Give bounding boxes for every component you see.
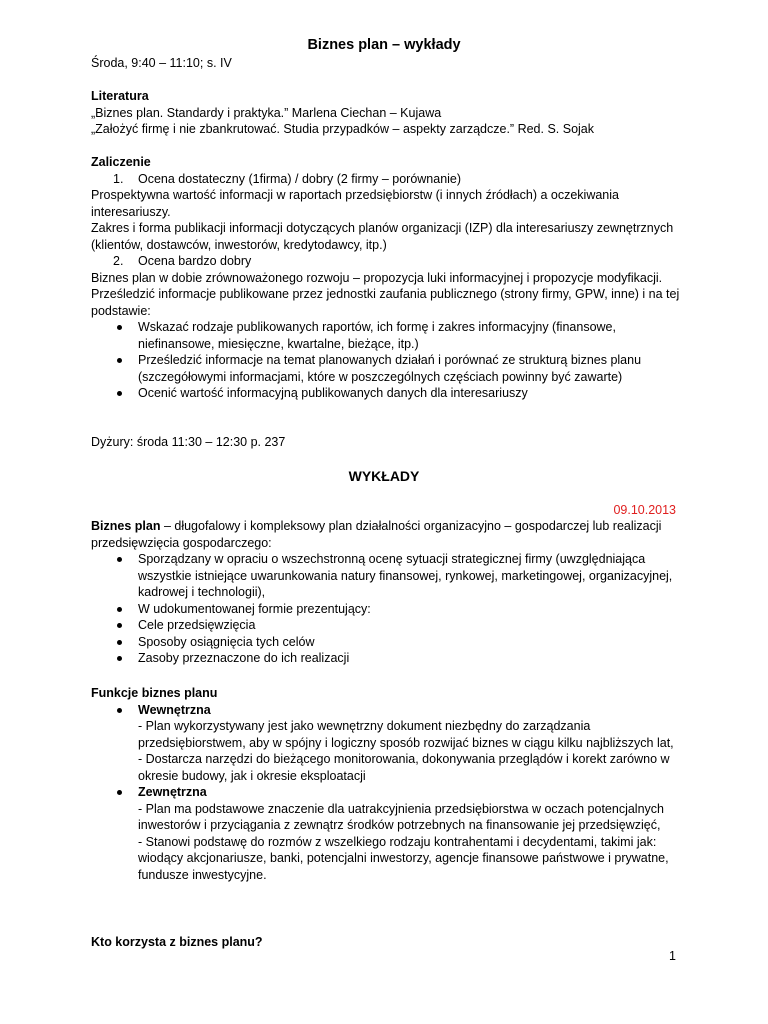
literatura-item: „Biznes plan. Standardy i praktyka.” Marlena Ciechan – Kujawa	[91, 105, 442, 120]
page-number: 1	[669, 949, 676, 963]
function-line: - Plan wykorzystywany jest jako wewnętrzny dokument niezbędny do zarządzania przedsiębiorstwem, aby w spójny i logiczny sposób rozwijać biznes w ciągu kilku najbliższych lat,	[138, 719, 674, 750]
bullet-text: Cele przedsięwzięcia	[138, 618, 256, 632]
bullet-icon	[117, 623, 122, 628]
funkcje-section	[91, 685, 691, 883]
numbered-item-text: Ocena bardzo dobry	[138, 254, 252, 268]
paragraph: Zakres i forma publikacji informacji dotyczących planów organizacji (IZP) dla interesariuszy zewnętrznych (klientów, dostawców, inwestorów, kredytodawcy, itp.)	[91, 221, 674, 252]
function-title: Wewnętrzna	[138, 702, 211, 717]
numbered-item	[91, 253, 691, 270]
bullet-item	[91, 319, 691, 352]
numbered-item	[91, 171, 691, 188]
paragraph: Prześledzić informacje publikowane przez jednostki zaufania publicznego (strony firmy, GPW, inne) i na tej podstawie:	[91, 287, 680, 318]
bullet-icon	[117, 640, 122, 645]
zaliczenie-heading: Zaliczenie	[91, 155, 151, 169]
function-line: - Plan ma podstawowe znaczenie dla uatrakcyjnienia przedsiębiorstwa w oczach potencjalnych inwestorów i przyciągania z zewnątrz środków potrzebnych na finansowanie jej przedsięwzięć,	[138, 801, 664, 832]
schedule-line: Środa, 9:40 – 11:10; s. IV	[91, 56, 232, 70]
bullet-item	[91, 617, 691, 634]
list-number: 1.	[113, 171, 124, 186]
function-line: - Stanowi podstawę do rozmów z wszelkiego rodzaju kontrahentami i decydentami, takimi jak: wiodący akcjonariusze, banki, potencjalni inwestorzy, agencje finansowe państwowe i prywatne, fundusze inwestycyjne.	[138, 834, 669, 882]
bullet-icon	[117, 656, 122, 661]
wyklady-heading: WYKŁADY	[348, 468, 420, 484]
literatura-section	[91, 88, 691, 138]
bullet-item	[91, 551, 691, 601]
bullet-item	[91, 634, 691, 651]
bullet-item	[91, 385, 691, 402]
literatura-item: „Założyć firmę i nie zbankrutować. Studia przypadków – aspekty zarządcze.” Red. S. Sojak	[91, 122, 594, 136]
bullet-text: W udokumentowanej formie prezentujący:	[138, 601, 371, 616]
bullet-icon	[117, 358, 122, 363]
bullet-item	[91, 650, 691, 667]
bullet-item	[91, 352, 691, 385]
literatura-heading: Literatura	[91, 89, 149, 103]
bullet-text: Zasoby przeznaczone do ich realizacji	[138, 651, 350, 665]
bullet-item	[91, 601, 691, 618]
dyzury-line: Dyżury: środa 11:30 – 12:30 p. 237	[91, 435, 286, 449]
paragraph: Biznes plan w dobie zrównoważonego rozwoju – propozycja luki informacyjnej i propozycje modyfikacji.	[91, 270, 663, 285]
definition-section	[91, 518, 691, 667]
function-item	[91, 702, 691, 785]
kto-korzysta-heading: Kto korzysta z biznes planu?	[91, 935, 263, 949]
bullet-icon	[117, 325, 122, 330]
bullet-icon	[117, 557, 122, 562]
function-item	[91, 784, 691, 883]
document-title: Biznes plan – wykłady	[307, 37, 461, 53]
zaliczenie-section	[91, 154, 691, 402]
list-number: 2.	[113, 254, 124, 268]
bullet-text: Prześledzić informacje na temat planowanych działań i porównać ze strukturą biznes planu (szczegółowymi informacjami, które w poszczególnych częściach powinny być zawarte)	[138, 353, 642, 384]
lecture-date: 09.10.2013	[613, 503, 676, 517]
paragraph: Prospektywna wartość informacji w raportach przedsiębiorstw (i innych źródłach) a oczekiwania interesariuszy.	[91, 188, 619, 219]
bullet-text: Wskazać rodzaje publikowanych raportów, ich formę i zakres informacyjny (finansowe, niefinansowe, miesięczne, kwartalne, bieżące, itp.)	[138, 320, 616, 351]
bullet-icon	[117, 790, 122, 795]
function-line: - Dostarcza narzędzi do bieżącego monitorowania, dokonywania przeglądów i korekt zarówno w okresie budowy, jak i okresie eksploatacji	[138, 752, 670, 783]
definition-paragraph	[91, 518, 691, 551]
bullet-icon	[117, 391, 122, 396]
bullet-text: Sposoby osiągnięcia tych celów	[138, 634, 315, 649]
definition-text: – długofalowy i kompleksowy plan działalności organizacyjno – gospodarczej lub realizacji przedsięwzięcia gospodarczego:	[91, 519, 662, 550]
function-title: Zewnętrzna	[138, 785, 207, 799]
definition-term: Biznes plan	[91, 519, 161, 533]
bullet-text: Sporządzany w opraciu o wszechstronną ocenę sytuacji strategicznej firmy (uwzględniająca wszystkie istniejące uwarunkowania natury finansowej, rynkowej, marketingowej, organizacyjnej, kadrowej i technologii),	[138, 552, 673, 599]
bullet-icon	[117, 708, 122, 713]
bullet-text: Ocenić wartość informacyjną publikowanych danych dla interesariuszy	[138, 386, 528, 400]
bullet-icon	[117, 607, 122, 612]
numbered-item-text: Ocena dostateczny (1firma) / dobry (2 firmy – porównanie)	[138, 171, 462, 186]
funkcje-heading: Funkcje biznes planu	[91, 686, 218, 700]
